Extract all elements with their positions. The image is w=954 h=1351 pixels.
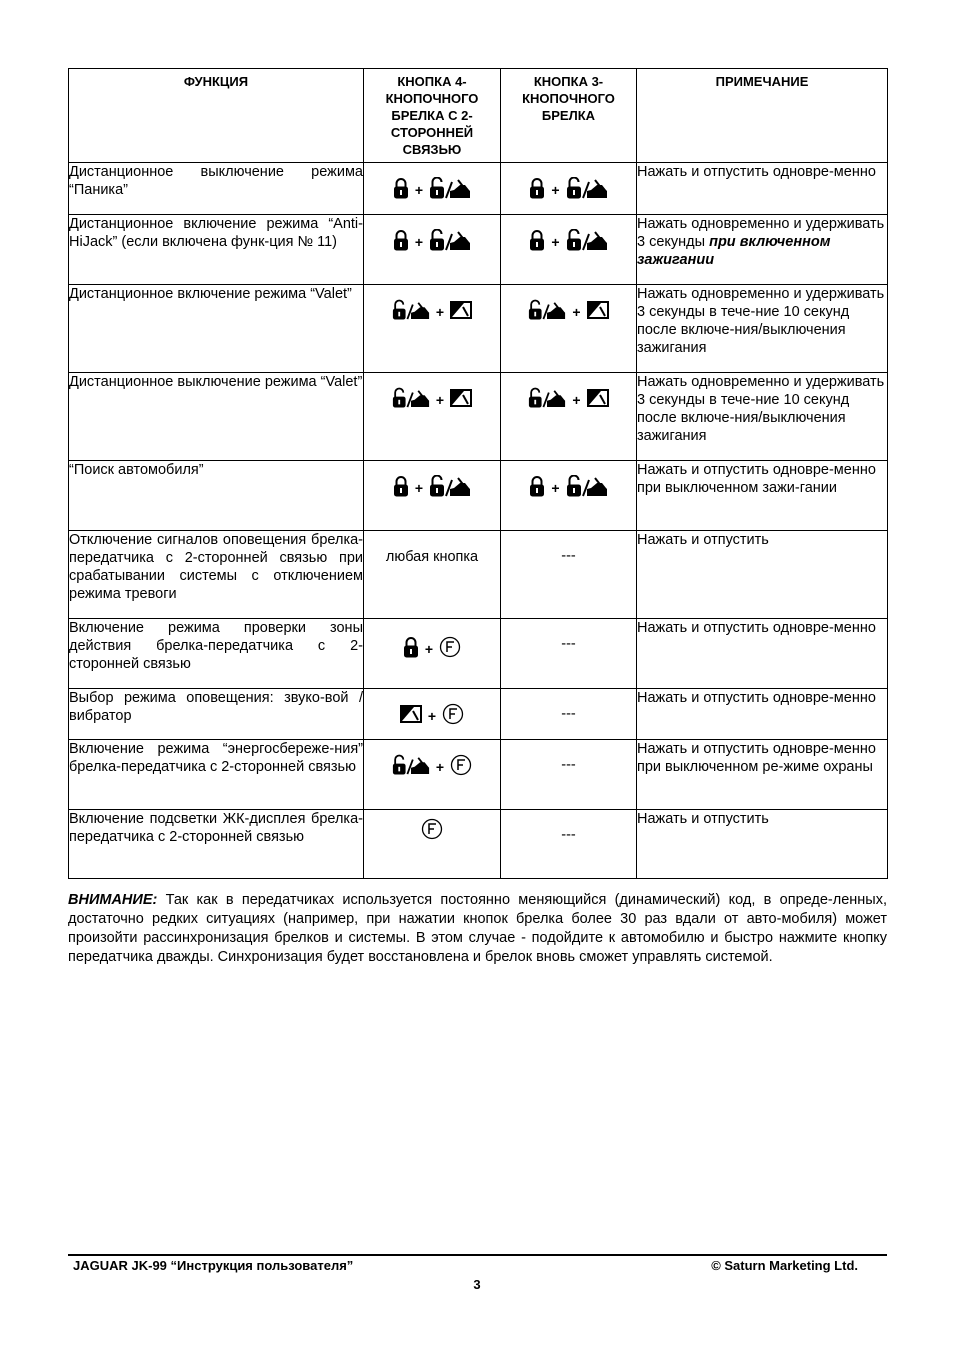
btn3-cell: [501, 215, 637, 285]
header-row: [69, 69, 888, 163]
lock-icon: [393, 475, 409, 497]
plus-sign: +: [435, 759, 445, 775]
table-row: [69, 215, 888, 285]
lock-icon: [393, 177, 409, 199]
btn4-cell: [364, 531, 501, 619]
lock-icon: [529, 177, 545, 199]
footer-copyright: © Saturn Marketing Ltd.: [711, 1258, 858, 1273]
table-row: [69, 163, 888, 215]
valet-icon: [587, 301, 609, 319]
unlock-car-icon: [528, 387, 566, 409]
plus-sign: +: [427, 708, 437, 724]
btn4-cell: [364, 740, 501, 810]
f-button-icon: [439, 636, 461, 658]
dash-text: ---: [561, 827, 576, 843]
plus-sign: +: [414, 234, 424, 250]
plus-sign: +: [414, 480, 424, 496]
btn3-cell: [501, 740, 637, 810]
table-row: [69, 461, 888, 531]
warning-paragraph: [68, 891, 887, 967]
dash-text: ---: [561, 636, 576, 652]
header-function: ФУНКЦИЯ: [69, 69, 364, 163]
lock-icon: [403, 636, 419, 658]
plus-sign: +: [572, 392, 581, 408]
function-cell: Дистанционное включение режима “Valet”: [69, 285, 364, 373]
plus-sign: +: [424, 641, 434, 657]
plus-sign: +: [414, 182, 424, 198]
unlock-car-icon: [392, 299, 430, 321]
btn4-cell: [364, 373, 501, 461]
f-button-icon: [442, 703, 464, 725]
btn3-cell: [501, 810, 637, 879]
note-cell: [637, 215, 888, 285]
note-cell: Нажать и отпустить одновре-менно: [637, 619, 888, 689]
unlock-car-icon: [566, 177, 608, 199]
header-btn4: КНОПКА 4-КНОПОЧНОГО БРЕЛКА С 2-СТОРОННЕЙ СВЯЗЬЮ: [364, 69, 501, 163]
note-text: Нажать одновременно и удерживать 3 секунды: [637, 216, 885, 250]
btn3-cell: [501, 163, 637, 215]
btn4-cell: [364, 689, 501, 740]
note-cell: Нажать и отпустить: [637, 531, 888, 619]
dash-text: ---: [561, 548, 576, 564]
note-cell: Нажать и отпустить: [637, 810, 888, 879]
warning-text: Так как в передатчиках используется постоянно меняющийся (динамический) код, в опреде-ленных, достаточно редких ситуациях (например, при нажатии кнопок брелка более 30 раз вдали от авто-мобиля) может произойти рассинхронизация брелков и системы. В этом случае - подойдите к автомобилю и быстро нажмите кнопку передатчика дважды. Синхронизация будет восстановлена и брелок вновь сможет управлять системой.: [68, 892, 887, 965]
unlock-car-icon: [429, 475, 471, 497]
f-button-icon: [421, 818, 443, 840]
plus-sign: +: [435, 392, 445, 408]
note-cell: Нажать и отпустить одновре-менно: [637, 689, 888, 740]
unlock-car-icon: [392, 387, 430, 409]
btn4-cell: [364, 810, 501, 879]
table-row: [69, 740, 888, 810]
btn3-cell: [501, 531, 637, 619]
dash-text: ---: [561, 706, 576, 722]
note-cell: Нажать и отпустить одновре-менно при выключенном зажи-гании: [637, 461, 888, 531]
note-cell: Нажать и отпустить одновре-менно при выключенном ре-жиме охраны: [637, 740, 888, 810]
any-button-text: любая кнопка: [385, 549, 479, 565]
unlock-car-icon: [429, 177, 471, 199]
plus-sign: +: [551, 182, 560, 198]
btn3-cell: [501, 461, 637, 531]
footer-rule: [68, 1254, 887, 1256]
header-note: ПРИМЕЧАНИЕ: [637, 69, 888, 163]
unlock-car-icon: [392, 754, 430, 776]
btn4-cell: [364, 619, 501, 689]
function-cell: Включение подсветки ЖК-дисплея брелка-передатчика с 2-сторонней связью: [69, 810, 364, 879]
btn4-cell: [364, 163, 501, 215]
function-cell: Дистанционное выключение режима “Паника”: [69, 163, 364, 215]
note-emphasis: при включенном зажигании: [637, 234, 831, 268]
valet-icon: [450, 389, 472, 407]
btn4-cell: [364, 285, 501, 373]
plus-sign: +: [435, 304, 445, 320]
note-cell: Нажать и отпустить одновре-менно: [637, 163, 888, 215]
note-cell: Нажать одновременно и удерживать 3 секунды в тече-ние 10 секунд после включе-ния/выключения зажигания: [637, 285, 888, 373]
plus-sign: +: [572, 304, 581, 320]
function-cell: Включение режима проверки зоны действия брелка-передатчика с 2-сторонней связью: [69, 619, 364, 689]
table-row: [69, 373, 888, 461]
btn3-cell: [501, 619, 637, 689]
unlock-car-icon: [566, 475, 608, 497]
btn3-cell: [501, 689, 637, 740]
plus-sign: +: [551, 234, 560, 250]
valet-icon: [587, 389, 609, 407]
lock-icon: [529, 475, 545, 497]
note-cell: Нажать одновременно и удерживать 3 секунды в тече-ние 10 секунд после включе-ния/выключения зажигания: [637, 373, 888, 461]
header-btn3: КНОПКА 3-КНОПОЧНОГО БРЕЛКА: [501, 69, 637, 163]
dash-text: ---: [561, 757, 576, 773]
btn3-cell: [501, 285, 637, 373]
function-cell: Дистанционное выключение режима “Valet”: [69, 373, 364, 461]
btn4-cell: [364, 215, 501, 285]
valet-icon: [400, 705, 422, 723]
table-row: [69, 689, 888, 740]
table-row: [69, 810, 888, 879]
lock-icon: [393, 229, 409, 251]
function-cell: Отключение сигналов оповещения брелка-передатчика с 2-сторонней связью при срабатывании системы с отключением режима тревоги: [69, 531, 364, 619]
function-cell: Включение режима “энергосбереже-ния” брелка-передатчика с 2-сторонней связью: [69, 740, 364, 810]
table-row: [69, 531, 888, 619]
unlock-car-icon: [429, 229, 471, 251]
function-cell: “Поиск автомобиля”: [69, 461, 364, 531]
plus-sign: +: [551, 480, 560, 496]
function-cell: Выбор режима оповещения: звуко-вой / вибратор: [69, 689, 364, 740]
lock-icon: [529, 229, 545, 251]
functions-table: [68, 68, 888, 879]
valet-icon: [450, 301, 472, 319]
function-cell: Дистанционное включение режима “Anti-HiJack” (если включена функ-ция № 11): [69, 215, 364, 285]
footer-title: JAGUAR JK-99 “Инструкция пользователя”: [73, 1258, 354, 1273]
unlock-car-icon: [566, 229, 608, 251]
table-row: [69, 285, 888, 373]
warning-label: ВНИМАНИЕ:: [68, 892, 158, 908]
btn4-cell: [364, 461, 501, 531]
page-number: 3: [473, 1277, 481, 1292]
btn3-cell: [501, 373, 637, 461]
f-button-icon: [450, 754, 472, 776]
unlock-car-icon: [528, 299, 566, 321]
table-row: [69, 619, 888, 689]
